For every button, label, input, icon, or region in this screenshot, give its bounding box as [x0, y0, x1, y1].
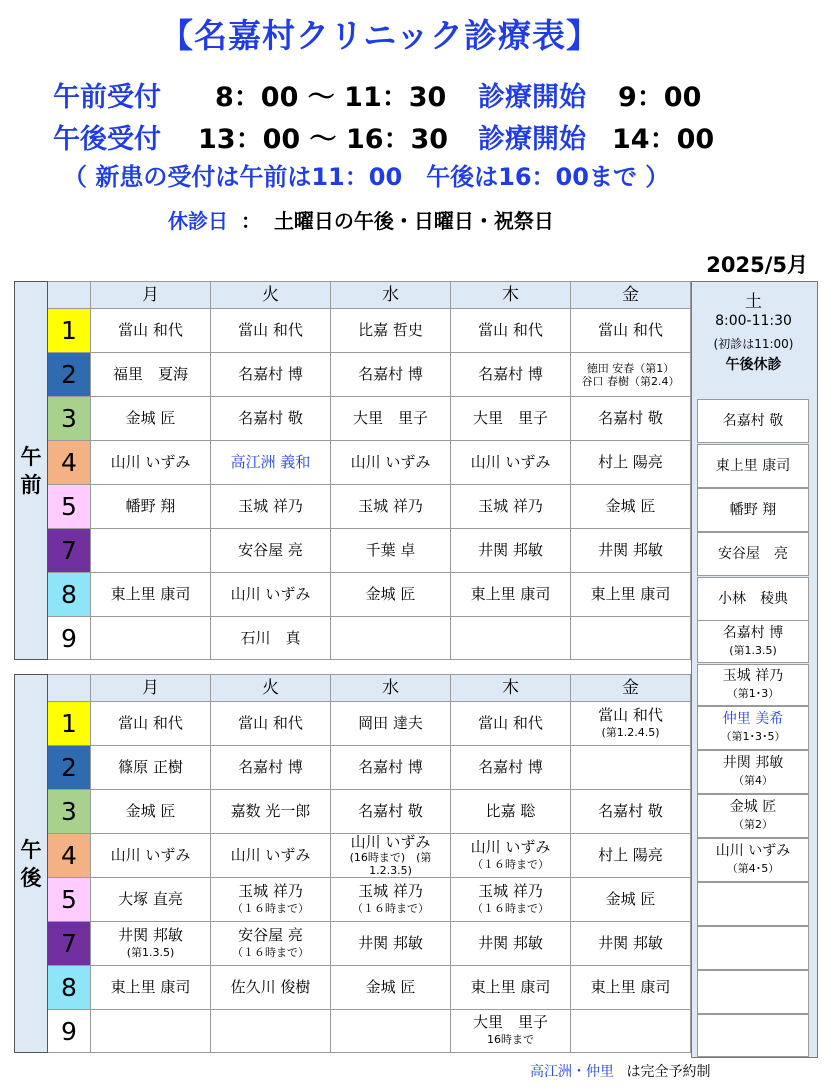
- doctor-name: 名嘉村 博: [238, 365, 303, 383]
- schedule-row: [15, 834, 691, 878]
- schedule-date: 2025/5月: [706, 253, 808, 277]
- doctor-cell: [91, 573, 211, 617]
- schedule-row: [15, 353, 691, 397]
- schedule-row: [15, 702, 691, 746]
- doctor-cell: [91, 746, 211, 790]
- room-number: 9: [48, 1010, 91, 1053]
- doctor-name: 玉城 祥乃: [238, 881, 303, 900]
- doctor-cell: [451, 485, 571, 529]
- pm-start-label: 診療開始: [478, 124, 586, 155]
- doctor-name: 幡野 翔: [729, 501, 777, 518]
- room-number: 5: [48, 485, 91, 529]
- doctor-cell: [211, 1010, 331, 1053]
- schedule-row: [15, 441, 691, 485]
- schedule-row: [15, 309, 691, 353]
- saturday-cell: [697, 750, 809, 794]
- doctor-name: 東上里 康司: [715, 457, 791, 474]
- doctor-cell: [331, 746, 451, 790]
- doctor-name: 當山 和代: [118, 321, 183, 339]
- saturday-header: 土: [745, 292, 762, 312]
- doctor-name: 山川 いずみ: [350, 453, 431, 471]
- room-number: 8: [48, 573, 91, 617]
- saturday-cell: [697, 399, 809, 443]
- doctor-cell: [571, 617, 691, 660]
- closed-text: 土曜日の午後・日曜日・祝祭日: [273, 209, 554, 233]
- doctor-name: 井関 邦敏: [118, 925, 183, 944]
- doctor-name: 名嘉村 博: [478, 365, 543, 383]
- header-corner: [48, 282, 91, 309]
- doctor-cell: [331, 573, 451, 617]
- doctor-name: 名嘉村 博: [358, 758, 423, 776]
- doctor-note: （第2）: [733, 818, 773, 831]
- doctor-name: 井関 邦敏: [358, 934, 423, 952]
- room-number: 7: [48, 922, 91, 966]
- new-patient-note: （ 新患の受付は午前は11：00 午後は16：00まで ）: [63, 163, 670, 191]
- doctor-note: （第4）: [733, 774, 773, 787]
- room-number: 1: [48, 309, 91, 353]
- doctor-cell: [331, 485, 451, 529]
- doctor-name: 嘉数 光一郎: [230, 802, 311, 820]
- room-number: 2: [48, 746, 91, 790]
- doctor-name: 井関 邦敏: [478, 541, 543, 559]
- doctor-cell: [211, 353, 331, 397]
- doctor-cell: [211, 834, 331, 878]
- day-header: 木: [451, 675, 571, 702]
- doctor-note: （１６時まで）: [232, 945, 309, 959]
- doctor-name: 名嘉村 博: [238, 758, 303, 776]
- doctor-cell: [451, 834, 571, 878]
- doctor-name: 井関 邦敏: [598, 541, 663, 559]
- doctor-name: 當山 和代: [478, 714, 543, 732]
- room-number: 5: [48, 878, 91, 922]
- saturday-cell: [697, 488, 809, 532]
- doctor-name: 東上里 康司: [110, 585, 191, 603]
- doctor-name: 金城 匠: [125, 409, 176, 427]
- doctor-name: 安谷屋 亮: [238, 925, 303, 944]
- am-start-time: 9：00: [618, 82, 702, 113]
- doctor-name: 金城 匠: [605, 890, 656, 908]
- doctor-cell: [451, 966, 571, 1010]
- doctor-name: 山川 いずみ: [110, 846, 191, 864]
- doctor-cell: [91, 922, 211, 966]
- doctor-cell: [571, 966, 691, 1010]
- doctor-cell: [91, 353, 211, 397]
- schedule-row: [15, 529, 691, 573]
- doctor-name: 當山 和代: [598, 705, 663, 724]
- doctor-name: 高江洲 義和: [230, 453, 311, 471]
- saturday-cell: [697, 838, 809, 882]
- doctor-name: 東上里 康司: [470, 585, 551, 603]
- day-header: 金: [571, 675, 691, 702]
- doctor-name: 東上里 康司: [590, 978, 671, 996]
- room-number: 3: [48, 790, 91, 834]
- section-side-label: [15, 675, 48, 1053]
- doctor-cell: [91, 529, 211, 573]
- day-header: 月: [91, 675, 211, 702]
- doctor-cell: [451, 1010, 571, 1053]
- doctor-cell: [331, 309, 451, 353]
- doctor-cell: [91, 1010, 211, 1053]
- doctor-cell: [211, 617, 331, 660]
- doctor-name: 山川 いずみ: [470, 837, 551, 856]
- doctor-name: 金城 匠: [605, 497, 656, 515]
- doctor-note: (16時まで) (第1.2.3.5): [349, 851, 432, 877]
- footer-note: [530, 1061, 710, 1081]
- doctor-cell: [451, 529, 571, 573]
- section-side-char: 後: [20, 865, 42, 890]
- doctor-cell: [571, 1010, 691, 1053]
- doctor-name: 安谷屋 亮: [238, 541, 303, 559]
- doctor-name: 玉城 祥乃: [478, 881, 543, 900]
- footer-names: 高江洲・仲里: [530, 1064, 614, 1080]
- doctor-name: 名嘉村 敬: [238, 409, 303, 427]
- doctor-cell: [331, 1010, 451, 1053]
- doctor-note: （１６時まで）: [232, 901, 309, 915]
- room-number: 1: [48, 702, 91, 746]
- schedule-row: [15, 617, 691, 660]
- doctor-cell: [331, 617, 451, 660]
- doctor-cell: [91, 702, 211, 746]
- pm-reception-label: 午後受付: [53, 124, 161, 155]
- doctor-cell: [571, 790, 691, 834]
- doctor-name: 大里 里子: [472, 1013, 548, 1031]
- doctor-name: 名嘉村 博: [478, 758, 543, 776]
- doctor-cell: [91, 309, 211, 353]
- doctor-name: 玉城 祥乃: [358, 497, 423, 515]
- doctor-cell: [91, 878, 211, 922]
- room-number: 4: [48, 441, 91, 485]
- doctor-name: 比嘉 聡: [485, 802, 536, 820]
- pm-reception-time: 13：00 ～ 16：30: [198, 124, 449, 155]
- room-number: 3: [48, 397, 91, 441]
- doctor-note: 谷口 春樹（第2.4）: [581, 374, 680, 388]
- doctor-cell: [451, 702, 571, 746]
- doctor-name: 徳田 安春（第1）: [586, 361, 675, 375]
- doctor-cell: [571, 441, 691, 485]
- doctor-name: 當山 和代: [238, 321, 303, 339]
- doctor-name: 東上里 康司: [470, 978, 551, 996]
- saturday-cell: [697, 882, 809, 926]
- doctor-name: 佐久川 俊樹: [230, 978, 311, 996]
- afternoon-schedule-table: [14, 674, 691, 1053]
- doctor-name: 小林 稜典: [718, 590, 788, 607]
- doctor-cell: [451, 746, 571, 790]
- saturday-cell: [697, 706, 809, 750]
- saturday-cell: [697, 577, 809, 621]
- doctor-cell: [331, 353, 451, 397]
- doctor-name: 當山 和代: [598, 321, 663, 339]
- doctor-name: 名嘉村 敬: [358, 802, 423, 820]
- day-header: 水: [331, 675, 451, 702]
- am-reception-label: 午前受付: [53, 82, 161, 113]
- header-corner: [48, 675, 91, 702]
- doctor-name: 岡田 達夫: [358, 714, 423, 732]
- saturday-cell: [697, 926, 809, 970]
- doctor-name: 福里 夏海: [112, 365, 188, 383]
- doctor-cell: [331, 966, 451, 1010]
- doctor-note: （１６時まで）: [472, 857, 549, 871]
- day-header: 火: [211, 282, 331, 309]
- doctor-name: 比嘉 哲史: [358, 321, 423, 339]
- am-reception-time: 8：00 ～ 11：30: [215, 82, 447, 113]
- schedule-row: [15, 878, 691, 922]
- day-header: 水: [331, 282, 451, 309]
- doctor-name: 金城 匠: [365, 978, 416, 996]
- doctor-name: 玉城 祥乃: [478, 497, 543, 515]
- doctor-cell: [331, 834, 451, 878]
- saturday-cell: [697, 794, 809, 838]
- saturday-cell: [697, 444, 809, 488]
- doctor-cell: [211, 790, 331, 834]
- doctor-name: 村上 陽亮: [598, 846, 663, 864]
- doctor-name: 篠原 正樹: [118, 758, 183, 776]
- schedule-row: [15, 485, 691, 529]
- doctor-cell: [451, 790, 571, 834]
- doctor-cell: [571, 702, 691, 746]
- doctor-cell: [91, 397, 211, 441]
- doctor-name: 幡野 翔: [125, 497, 176, 515]
- doctor-name: 井関 邦敏: [598, 934, 663, 952]
- am-start-label: 診療開始: [478, 82, 586, 113]
- doctor-name: 仲里 美希: [722, 711, 784, 727]
- doctor-name: 石川 真: [240, 628, 301, 647]
- schedule-row: [15, 746, 691, 790]
- section-side-char: 午: [20, 444, 42, 469]
- doctor-cell: [211, 878, 331, 922]
- doctor-cell: [331, 702, 451, 746]
- doctor-cell: [211, 573, 331, 617]
- doctor-name: 大里 里子: [472, 409, 548, 427]
- doctor-cell: [571, 573, 691, 617]
- doctor-cell: [451, 617, 571, 660]
- saturday-pm-closed: 午後休診: [725, 357, 782, 373]
- room-number: 4: [48, 834, 91, 878]
- room-number: 8: [48, 966, 91, 1010]
- room-number: 9: [48, 617, 91, 660]
- doctor-cell: [571, 397, 691, 441]
- doctor-note: (第1.3.5): [729, 643, 777, 657]
- doctor-name: 大里 里子: [352, 409, 428, 427]
- doctor-cell: [451, 878, 571, 922]
- day-header: 火: [211, 675, 331, 702]
- doctor-cell: [571, 834, 691, 878]
- doctor-cell: [91, 790, 211, 834]
- doctor-name: 東上里 康司: [590, 585, 671, 603]
- doctor-cell: [571, 353, 691, 397]
- closed-label: 休診日: [168, 209, 228, 233]
- doctor-cell: [331, 397, 451, 441]
- doctor-cell: [211, 485, 331, 529]
- doctor-name: 安谷屋 亮: [718, 545, 788, 562]
- doctor-name: 玉城 祥乃: [358, 881, 423, 900]
- doctor-name: 山川 いずみ: [230, 846, 311, 864]
- doctor-name: 山川 いずみ: [715, 843, 791, 859]
- saturday-cell: [697, 664, 809, 706]
- doctor-cell: [451, 573, 571, 617]
- schedule-row: [15, 397, 691, 441]
- doctor-name: 當山 和代: [478, 321, 543, 339]
- saturday-cell: [697, 1014, 809, 1057]
- doctor-cell: [571, 309, 691, 353]
- doctor-cell: [571, 529, 691, 573]
- morning-schedule-table: [14, 281, 691, 660]
- saturday-hours: 8:00-11:30: [715, 313, 792, 329]
- doctor-cell: [331, 529, 451, 573]
- doctor-cell: [211, 746, 331, 790]
- closed-sep: ：: [240, 209, 261, 233]
- doctor-cell: [571, 922, 691, 966]
- doctor-name: 井関 邦敏: [722, 755, 784, 771]
- schedule-row: [15, 790, 691, 834]
- doctor-name: 名嘉村 敬: [598, 802, 663, 820]
- doctor-name: 山川 いずみ: [470, 453, 551, 471]
- doctor-cell: [211, 529, 331, 573]
- schedule-row: [15, 573, 691, 617]
- doctor-cell: [211, 309, 331, 353]
- section-side-char: 午: [20, 837, 42, 862]
- doctor-name: 當山 和代: [238, 714, 303, 732]
- doctor-name: 玉城 祥乃: [722, 668, 784, 684]
- doctor-note: (第1.3.5): [126, 945, 175, 959]
- doctor-note: 16時まで: [487, 1033, 534, 1046]
- day-header: 月: [91, 282, 211, 309]
- doctor-name: 村上 陽亮: [598, 453, 663, 471]
- doctor-name: 當山 和代: [118, 714, 183, 732]
- doctor-name: 大塚 直亮: [118, 890, 183, 908]
- doctor-cell: [91, 834, 211, 878]
- doctor-cell: [331, 790, 451, 834]
- doctor-name: 山川 いずみ: [230, 585, 311, 603]
- doctor-name: 名嘉村 敬: [722, 412, 784, 429]
- doctor-name: 名嘉村 敬: [598, 409, 663, 427]
- room-number: 7: [48, 529, 91, 573]
- doctor-cell: [211, 441, 331, 485]
- closed-days: [168, 205, 554, 234]
- schedule-row: [15, 1010, 691, 1053]
- section-side-label: [15, 282, 48, 660]
- day-header: 金: [571, 282, 691, 309]
- schedule-row: [15, 922, 691, 966]
- doctor-cell: [91, 617, 211, 660]
- doctor-note: （１６時まで）: [352, 901, 429, 915]
- doctor-name: 名嘉村 博: [358, 365, 423, 383]
- doctor-cell: [571, 878, 691, 922]
- doctor-name: 東上里 康司: [110, 978, 191, 996]
- doctor-name: 金城 匠: [729, 799, 777, 815]
- doctor-cell: [451, 922, 571, 966]
- footer-text: は完全予約制: [626, 1064, 711, 1080]
- doctor-cell: [91, 485, 211, 529]
- doctor-note: （第1･3･5）: [720, 730, 786, 743]
- doctor-cell: [451, 397, 571, 441]
- saturday-first-visit: (初診は11:00): [713, 337, 794, 351]
- doctor-cell: [331, 441, 451, 485]
- doctor-name: 金城 匠: [365, 585, 416, 603]
- page-title: 【名嘉村クリニック診療表】: [159, 16, 601, 55]
- doctor-cell: [211, 702, 331, 746]
- doctor-cell: [91, 966, 211, 1010]
- doctor-name: 玉城 祥乃: [238, 497, 303, 515]
- doctor-name: 井関 邦敏: [478, 934, 543, 952]
- saturday-cell: [697, 970, 809, 1014]
- pm-start-time: 14：00: [612, 124, 715, 155]
- doctor-cell: [451, 353, 571, 397]
- doctor-cell: [571, 485, 691, 529]
- room-number: 2: [48, 353, 91, 397]
- day-header: 木: [451, 282, 571, 309]
- doctor-name: 山川 いずみ: [110, 453, 191, 471]
- doctor-note: （第4･5）: [726, 862, 780, 875]
- schedule-row: [15, 966, 691, 1010]
- doctor-name: 山川 いずみ: [350, 833, 431, 851]
- doctor-cell: [211, 966, 331, 1010]
- doctor-cell: [451, 441, 571, 485]
- saturday-cell: [697, 532, 809, 576]
- doctor-cell: [331, 878, 451, 922]
- doctor-cell: [331, 922, 451, 966]
- doctor-note: (第1.2.4.5): [601, 725, 660, 739]
- doctor-name: 千葉 卓: [365, 541, 416, 559]
- section-side-char: 前: [20, 472, 42, 497]
- doctor-name: 金城 匠: [125, 802, 176, 820]
- doctor-note: （第1･3）: [726, 687, 780, 700]
- doctor-cell: [211, 397, 331, 441]
- doctor-cell: [91, 441, 211, 485]
- saturday-cell: [697, 620, 809, 663]
- doctor-name: 名嘉村 博: [722, 624, 784, 641]
- doctor-note: （１６時まで）: [472, 901, 549, 915]
- doctor-cell: [571, 746, 691, 790]
- doctor-cell: [211, 922, 331, 966]
- doctor-cell: [451, 309, 571, 353]
